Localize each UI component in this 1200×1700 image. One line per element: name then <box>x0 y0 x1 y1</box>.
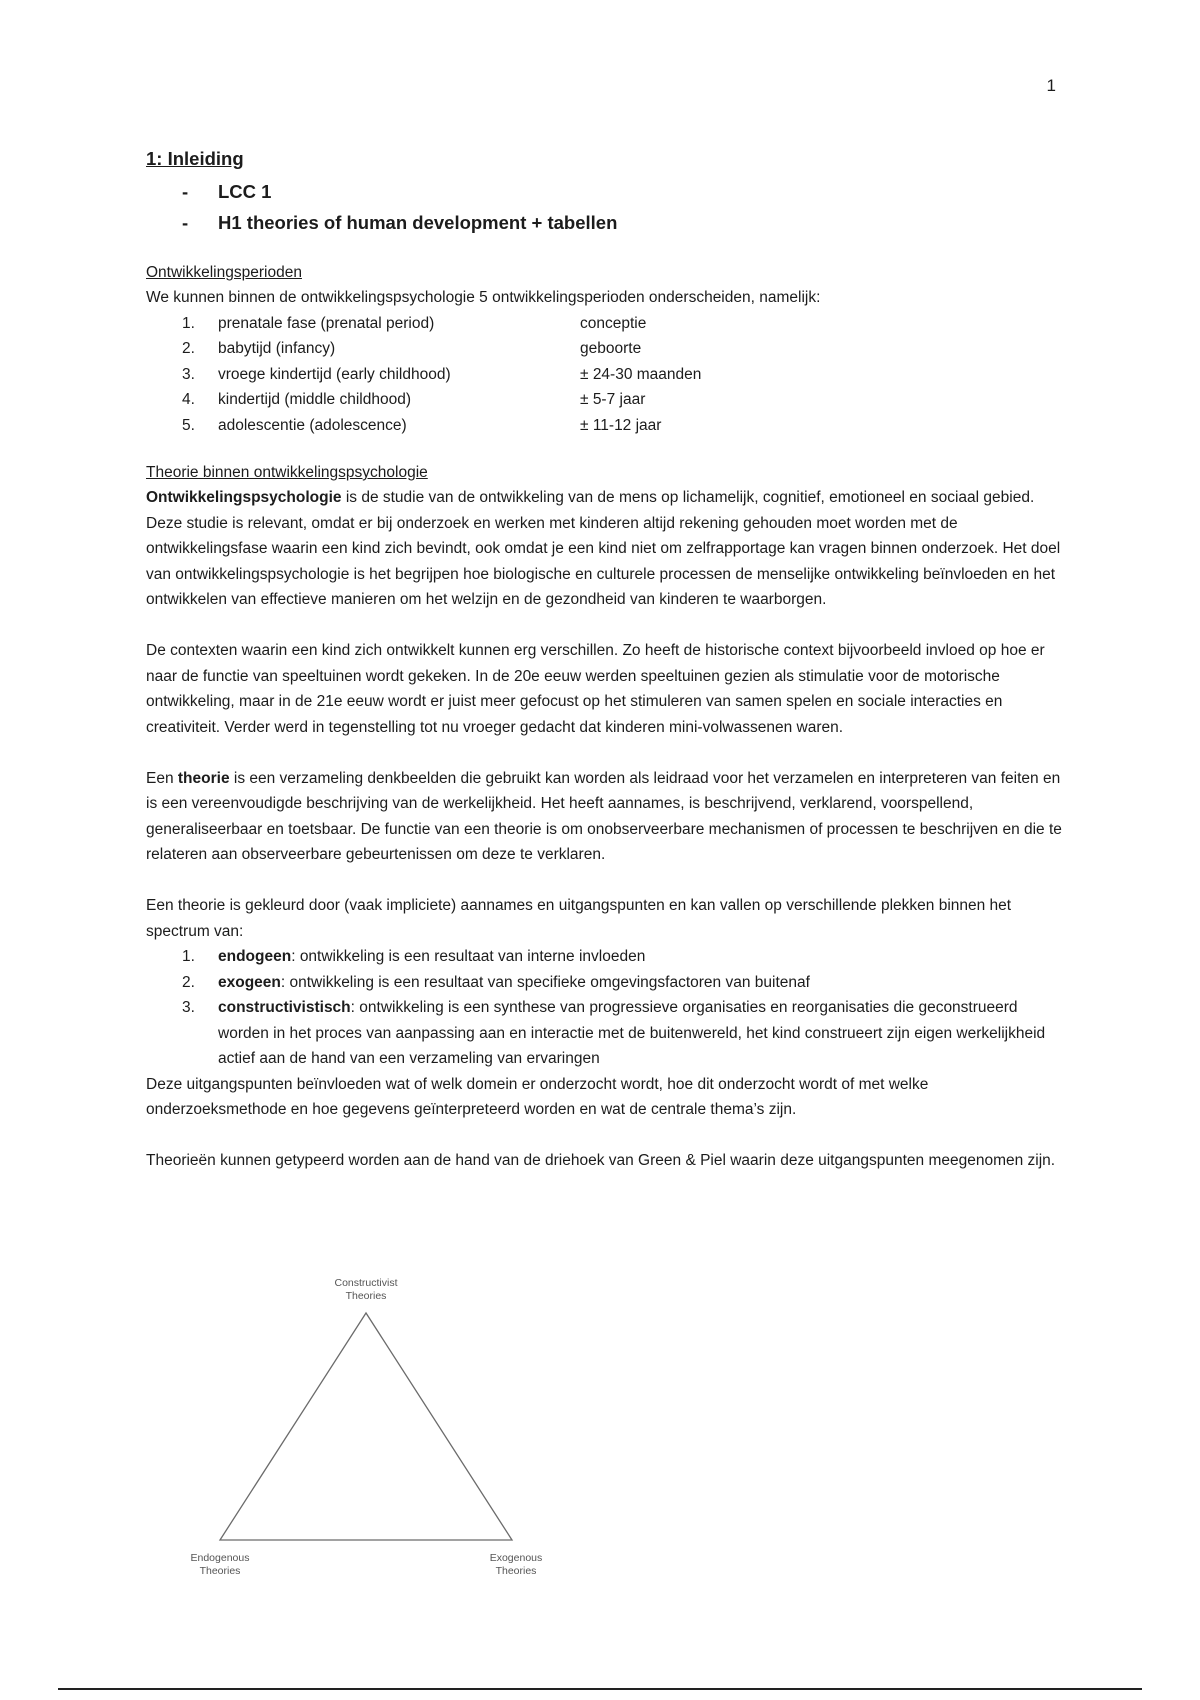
topic-list <box>146 176 1066 238</box>
period-item: 2. babytijd (infancy) geboorte <box>146 336 1066 362</box>
spectrum-term: endogeen <box>218 948 292 965</box>
spectrum-list <box>146 944 1066 1072</box>
periods-heading: Ontwikkelingsperioden <box>146 264 302 281</box>
label-endogenous-theories: Endogenous Theories <box>190 1552 250 1577</box>
periods-intro: We kunnen binnen de ontwikkelingspsychologie 5 ontwikkelingsperioden onderscheiden, namelijk: <box>146 289 821 306</box>
label-constructivist-theories: Constructivist Theories <box>334 1277 398 1302</box>
period-start: ± 11-12 jaar <box>580 416 662 434</box>
footer-divider <box>58 1688 1142 1690</box>
topic-label: H1 theories of human development + tabellen <box>218 212 618 233</box>
green-piel-triangle-diagram <box>160 1262 580 1592</box>
theory-paragraph-context: De contexten waarin een kind zich ontwikkelt kunnen erg verschillen. Zo heeft de historische context bijvoorbeeld invloed op hoe er naar de functie van speeltuinen wordt gekeken. In de 20e eeuw werden speeltuinen gezien als stimulatie voor de motorische ontwikkeling, maar in de 21e eeuw wordt er juist meer gefocust op het stimuleren van samen spelen en sociale interacties en creativiteit. Verder werd in tegenstelling tot nu vroeger gedacht dat kinderen mini-volwassenen waren. <box>146 642 1045 736</box>
period-start: ± 5-7 jaar <box>580 391 646 408</box>
theory-paragraph-spectrum: Een theorie is gekleurd door (vaak impliciete) aannames en uitgangspunten en kan vallen op verschillende plekken binnen het spectrum van: <box>146 897 1012 940</box>
period-term: adolescentie (adolescence) <box>218 416 407 434</box>
document-body <box>146 146 1066 1174</box>
topic-item: - LCC 1 <box>182 181 272 202</box>
theory-heading: Theorie binnen ontwikkelingspsychologie <box>146 464 428 481</box>
term-ontwikkelingspsychologie: Ontwikkelingspsychologie <box>146 489 342 506</box>
theory-paragraph-definition: Ontwikkelingspsychologie is de studie van de ontwikkeling van de mens op lichamelijk, cognitief, emotioneel en sociaal gebied. Deze studie is relevant, omdat er bij onderzoek en werken met kinderen altijd rekening gehouden moet worden met de ontwikkelingsfase waarin een kind zich bevindt, ook omdat je een kind niet om zelfrapportage kan vragen binnen onderzoek. Het doel van ontwikkelingspsychologie is het begrijpen hoe biologische en culturele processen de menselijke ontwikkeling beïnvloeden en het ontwikkelen van effectieve manieren om het welzijn en de gezondheid van kinderen te waarborgen. <box>146 489 1061 608</box>
period-term: vroege kindertijd (early childhood) <box>218 365 451 383</box>
theory-paragraph-theorie: Een theorie is een verzameling denkbeelden die gebruikt kan worden als leidraad voor het verzamelen en interpreteren van feiten en is een vereenvoudigde beschrijving van de werkelijkheid. Het heeft aannames, is beschrijvend, verklarend, voorspellend, generaliseerbaar en toetsbaar. De functie van een theorie is om onobserveerbare mechanismen of processen te beschrijven en die te relateren aan observeerbare gebeurtenissen om deze te verklaren. <box>146 769 1062 863</box>
period-item: 1. prenatale fase (prenatal period) conceptie <box>146 311 1066 337</box>
period-start: ± 24-30 maanden <box>580 365 702 383</box>
spectrum-item: 2. exogeen: ontwikkeling is een resultaat van specifieke omgevingsfactoren van buitenaf <box>182 973 810 991</box>
periods-list <box>146 311 1066 439</box>
period-item: 4. kindertijd (middle childhood) ± 5-7 jaar <box>146 387 1066 413</box>
period-start: geboorte <box>580 340 642 357</box>
period-term: kindertijd (middle childhood) <box>218 391 411 408</box>
spectrum-item: 1. endogeen: ontwikkeling is een resultaat van interne invloeden <box>182 948 646 965</box>
period-term: babytijd (infancy) <box>218 340 336 357</box>
chapter-title: 1: Inleiding <box>146 148 244 169</box>
topic-label: LCC 1 <box>218 181 272 202</box>
spectrum-item: 3. constructivistisch: ontwikkeling is een synthese van progressieve organisaties en reorganisaties die geconstrueerd worden in het proces van aanpassing aan en interactie met de buitenwereld, het kind construeert zijn eigen werkelijkheid actief aan de hand van een verzameling van ervaringen <box>182 999 1046 1067</box>
period-start: conceptie <box>580 314 647 332</box>
topic-item: - H1 theories of human development + tabellen <box>182 212 618 233</box>
triangle-figure <box>160 1262 580 1592</box>
theory-paragraph-triangle: Theorieën kunnen getypeerd worden aan de hand van de driehoek van Green & Piel waarin deze uitgangspunten meegenomen zijn. <box>146 1152 1056 1169</box>
term-theorie: theorie <box>177 769 230 787</box>
label-exogenous-theories: Exogenous Theories <box>489 1552 543 1577</box>
period-term: prenatale fase (prenatal period) <box>218 314 435 332</box>
spectrum-term: exogeen <box>218 973 281 991</box>
page-number: 1 <box>1046 76 1056 95</box>
triangle-shape <box>220 1313 512 1540</box>
period-item: 3. vroege kindertijd (early childhood) ± 24-30 maanden <box>146 362 1066 388</box>
theory-paragraph-assumptions: Deze uitgangspunten beïnvloeden wat of welk domein er onderzocht wordt, hoe dit onderzocht wordt of met welke onderzoeksmethode en hoe gegevens geïnterpreteerd worden en wat de centrale thema’s zijn. <box>146 1075 929 1118</box>
period-item: 5. adolescentie (adolescence) ± 11-12 jaar <box>146 413 1066 439</box>
spectrum-term: constructivistisch <box>218 999 351 1016</box>
